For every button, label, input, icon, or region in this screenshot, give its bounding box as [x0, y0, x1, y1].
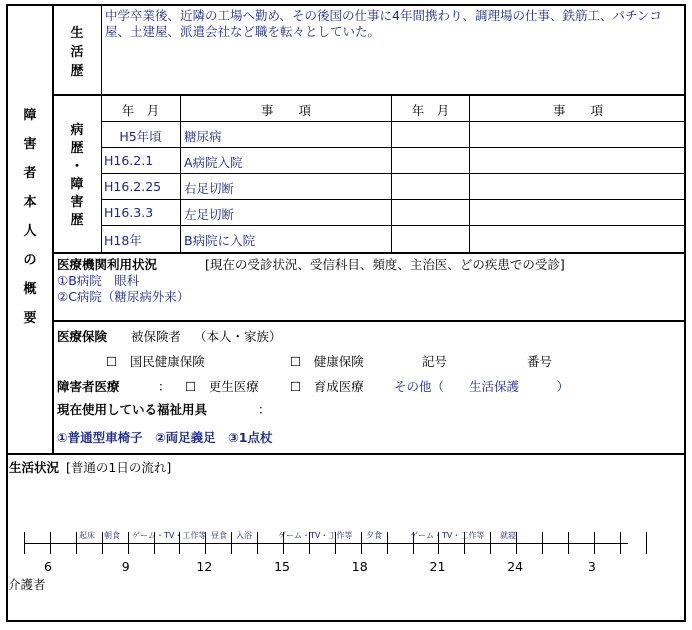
timeline-tick — [128, 532, 129, 554]
life-history-label-char: 歴 — [70, 64, 84, 79]
caregiver-label: 介護者 — [8, 577, 46, 592]
upbringing-medical-checkbox[interactable]: ☐ 育成医療 — [290, 379, 364, 394]
welfare-equipment-items: ①普通型車椅子 ②両足義足 ③1点杖 — [57, 430, 273, 445]
life-history-text: 中学卒業後、近隣の工場へ勤め、その後国の仕事に4年間携わり、調理場の仕事、鉄筋工、パチンコ屋、土建屋、派遣会社など職を転々としていた。 — [105, 8, 662, 39]
medical-history-label-char: 害 — [70, 195, 84, 210]
rehab-medical-checkbox[interactable]: ☐ 更生医療 — [185, 379, 259, 394]
section-title-char: 障 — [23, 108, 37, 123]
timeline-tick — [490, 532, 491, 554]
welfare-equipment-title: 現在使用している福祉用具 — [57, 402, 208, 417]
medical-history-label-char: 歴 — [70, 213, 84, 228]
timeline-tick — [24, 532, 25, 554]
timeline-activity: ゲーム・TV・工作等 — [410, 531, 485, 540]
timeline-activity: 昼食 — [211, 531, 227, 540]
timeline-tick — [102, 532, 103, 554]
national-insurance-checkbox[interactable]: ☐ 国民健康保険 — [106, 354, 205, 369]
table-header-item-2: 事 項 — [552, 103, 603, 118]
medical-history-label-char: 歴 — [70, 141, 84, 156]
timeline-activity: 朝食 — [104, 531, 120, 540]
symbol-label: 記号 — [422, 354, 448, 369]
table-row-line — [101, 173, 686, 174]
timeline-tick — [620, 532, 621, 554]
table-cell-item: 糖尿病 — [184, 129, 222, 144]
section-title-char: の — [23, 253, 37, 268]
insurance-title: 医療保険 — [57, 329, 108, 344]
timeline-tick — [76, 532, 77, 554]
section-title-char: 本 — [23, 195, 37, 210]
timeline-axis — [24, 543, 628, 544]
table-cell-item: A病院入院 — [184, 155, 243, 170]
daily-life-title: 生活状況 — [9, 460, 60, 475]
health-insurance-checkbox[interactable]: ☐ 健康保険 — [290, 354, 364, 369]
timeline-tick — [568, 532, 569, 554]
table-cell-date: H16.2.1 — [104, 153, 154, 168]
left-column-divider — [52, 4, 54, 453]
disability-medical-title: 障害者医療 — [57, 379, 120, 394]
table-cell-item: 左足切断 — [184, 207, 235, 222]
timeline-hour: 15 — [274, 559, 290, 574]
table-cell-date: H18年 — [104, 233, 142, 248]
institution-line: ②C病院（糖尿病外来） — [57, 289, 190, 304]
timeline-tick — [361, 532, 362, 554]
insured-note: （本人・家族） — [194, 329, 282, 344]
timeline-hour: 24 — [507, 559, 524, 574]
medical-history-label — [62, 122, 92, 230]
timeline-hour: 3 — [587, 559, 596, 574]
section-title-char: 概 — [23, 282, 37, 297]
table-cell-date: H5年頃 — [119, 129, 162, 144]
institution-note: [現在の受診状況、受信科目、頻度、主治医、どの疾患での受診] — [205, 257, 565, 272]
medical-history-label-char: 障 — [70, 177, 84, 192]
section-title-char: 要 — [23, 311, 37, 326]
welfare-equipment-colon: ： — [258, 402, 271, 417]
disability-medical-colon: ： — [158, 379, 171, 394]
timeline-activity: 入浴 — [236, 531, 252, 540]
number-label: 番号 — [527, 354, 553, 369]
timeline-tick — [594, 532, 595, 554]
timeline-activity: ゲーム・TV・工作等 — [278, 531, 353, 540]
timeline-activity: 起床 — [79, 531, 95, 540]
timeline-tick — [646, 532, 647, 554]
medical-history-label-char: 病 — [70, 123, 84, 138]
section-title-char: 害 — [23, 137, 37, 152]
timeline-tick — [231, 532, 232, 554]
timeline-tick — [257, 532, 258, 554]
timeline-activity: 就寝 — [500, 531, 516, 540]
institution-divider — [52, 320, 686, 322]
daily-life-subtitle: [普通の1日の流れ] — [66, 460, 172, 475]
timeline-tick — [516, 532, 517, 554]
table-row-line — [101, 225, 686, 226]
table-cell-item: 右足切断 — [184, 181, 235, 196]
institution-title: 医療機関利用状況 — [57, 257, 158, 272]
timeline-hour: 9 — [121, 559, 130, 574]
medical-history-divider — [52, 252, 686, 254]
life-history-label — [62, 24, 92, 81]
timeline-tick — [387, 532, 388, 554]
insured-label: 被保険者 — [131, 329, 182, 344]
section-title-char: 者 — [23, 166, 37, 181]
table-header-date-2: 年 月 — [411, 103, 450, 118]
medical-history-label-dot: ・ — [70, 159, 84, 174]
table-row-line — [101, 199, 686, 200]
daily-life-divider — [6, 453, 686, 455]
timeline-hour: 12 — [196, 559, 213, 574]
timeline-activity: 夕食 — [366, 531, 382, 540]
timeline-hour: 18 — [351, 559, 368, 574]
institution-line: ①B病院 眼科 — [57, 273, 140, 288]
table-cell-date: H16.2.25 — [104, 179, 162, 194]
timeline-hour: 6 — [44, 559, 52, 574]
timeline-tick — [50, 532, 51, 554]
life-history-label-char: 生 — [70, 26, 84, 41]
life-history-divider — [52, 94, 686, 96]
timeline-tick — [542, 532, 543, 554]
table-header-date: 年 月 — [121, 103, 160, 118]
table-row-line — [101, 147, 686, 148]
timeline-hour: 21 — [429, 559, 446, 574]
section-title — [14, 106, 46, 338]
life-history-label-char: 活 — [70, 45, 84, 60]
table-header-item: 事 項 — [260, 103, 311, 118]
timeline-activity: ゲーム・TV・工作等 — [132, 531, 207, 540]
table-cell-date: H16.3.3 — [104, 205, 154, 220]
section-title-char: 人 — [23, 224, 37, 239]
table-cell-item: B病院に入院 — [184, 233, 256, 248]
other-medical: その他（ 生活保護 ） — [394, 379, 570, 394]
table-row-line — [101, 121, 686, 122]
